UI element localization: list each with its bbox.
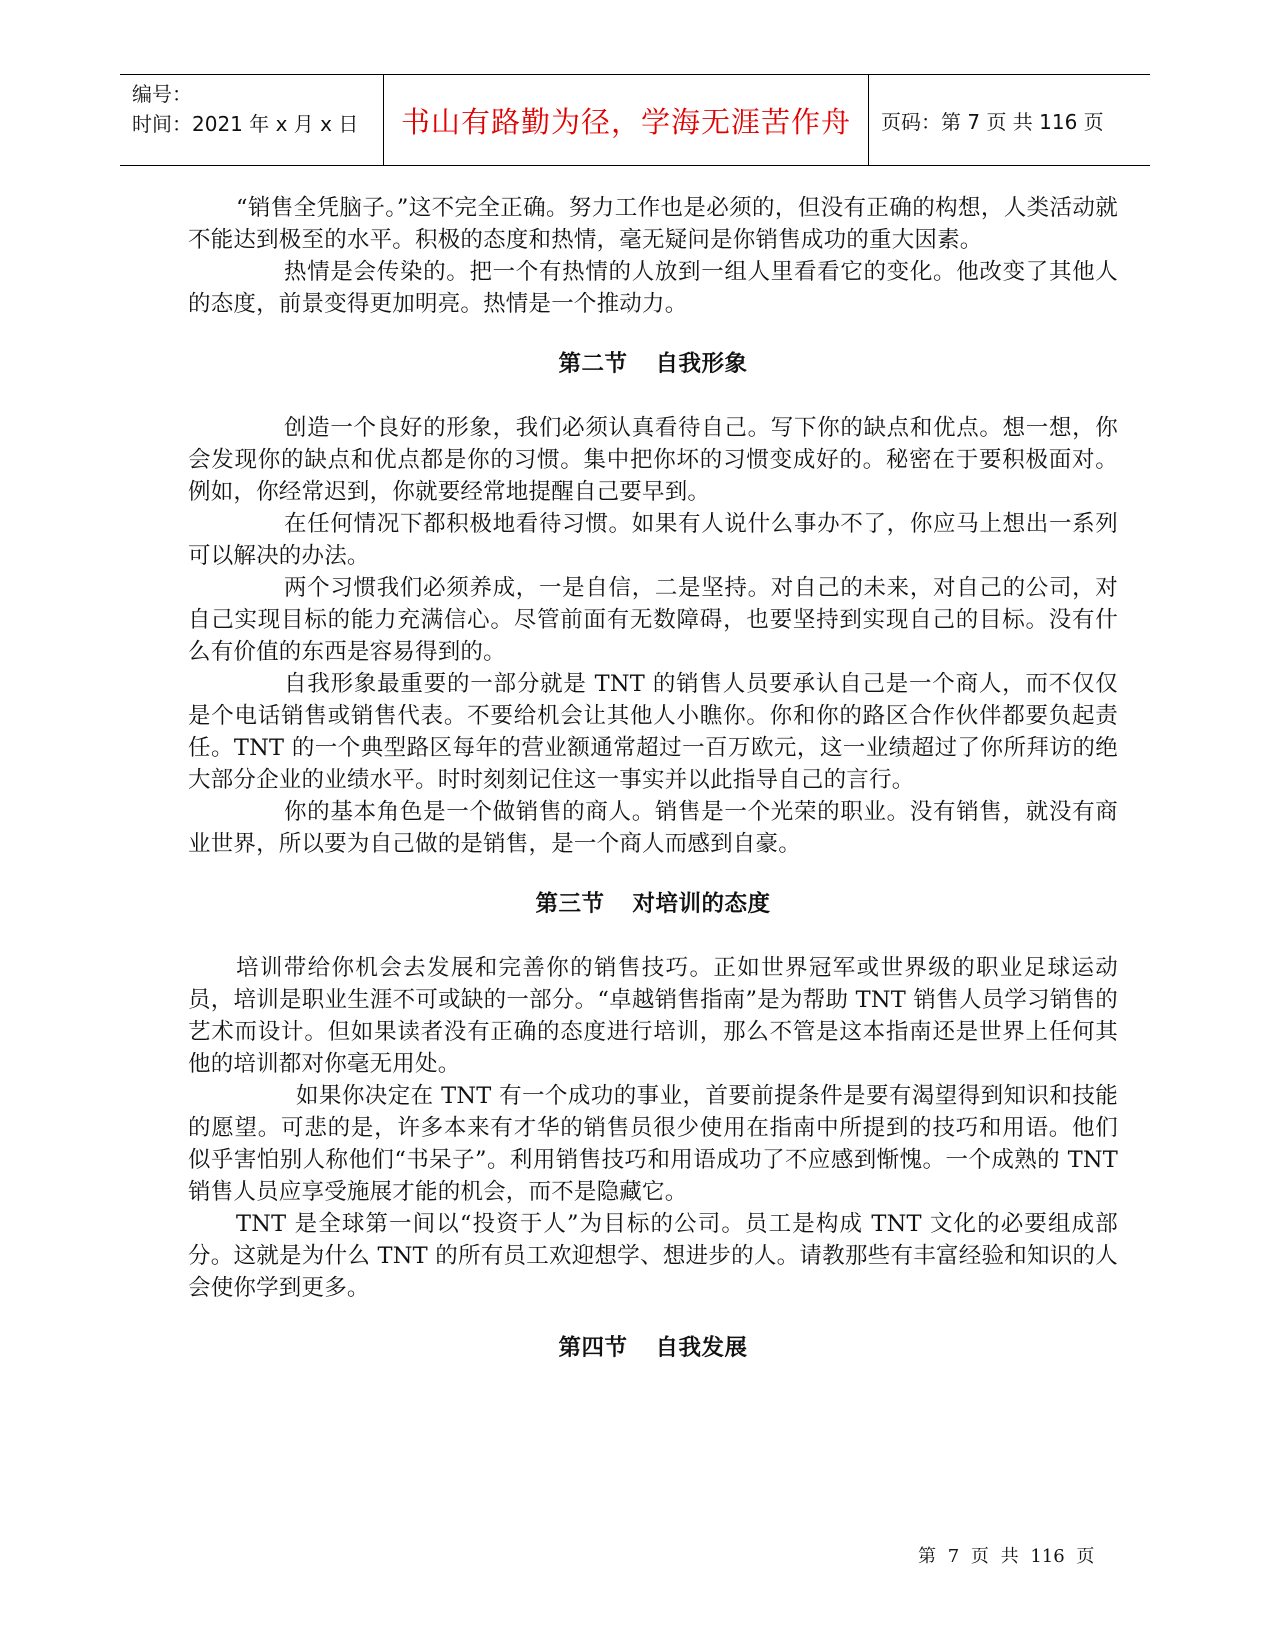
paragraph: TNT 是全球第一间以“投资于人”为目标的公司。员工是构成 TNT 文化的必要组成部分。这就是为什么 TNT 的所有员工欢迎想学、想进步的人。请教那些有丰富经验和知识的人会使你学到更多。 [188, 1211, 1118, 1301]
document-body [188, 192, 1118, 1396]
section-title: 自我发展 [655, 1335, 748, 1361]
paragraph: 创造一个良好的形象，我们必须认真看待自己。写下你的缺点和优点。想一想，你会发现你的缺点和优点都是你的习惯。集中把你坏的习惯变成好的。秘密在于要积极面对。例如，你经常迟到，你就要经常地提醒自己要早到。 [188, 415, 1118, 505]
header-page-info: 页码：第 7 页 共 116 页 [881, 109, 1104, 134]
section-title: 对培训的态度 [632, 891, 771, 917]
document-number-label: 编号： [132, 82, 192, 106]
paragraph: “销售全凭脑子。”这不完全正确。努力工作也是必须的，但没有正确的构想，人类活动就不能达到极至的水平。积极的态度和热情，毫无疑问是你销售成功的重大因素。 [188, 195, 1118, 253]
header-meta [120, 75, 384, 165]
paragraph: 两个习惯我们必须养成，一是自信，二是坚持。对自己的未来，对自己的公司，对自己实现目标的能力充满信心。尽管前面有无数障碍，也要坚持到实现自己的目标。没有什么有价值的东西是容易得到的。 [188, 575, 1118, 665]
paragraph: 培训带给你机会去发展和完善你的销售技巧。正如世界冠军或世界级的职业足球运动员，培训是职业生涯不可或缺的一部分。“卓越销售指南”是为帮助 TNT 销售人员学习销售的艺术而设计。但如果读者没有正确的态度进行培训，那么不管是这本指南还是世界上任何其他的培训都对你毫无用处。 [188, 955, 1118, 1077]
paragraph: 热情是会传染的。把一个有热情的人放到一组人里看看它的变化。他改变了其他人的态度，前景变得更加明亮。热情是一个推动力。 [188, 259, 1118, 317]
section-number: 第四节 [558, 1335, 628, 1361]
paragraph: 在任何情况下都积极地看待习惯。如果有人说什么事办不了，你应马上想出一系列可以解决的办法。 [188, 511, 1118, 569]
header-motto: 书山有路勤为径，学海无涯苦作舟 [384, 75, 869, 165]
paragraph: 你的基本角色是一个做销售的商人。销售是一个光荣的职业。没有销售，就没有商业世界，所以要为自己做的是销售，是一个商人而感到自豪。 [188, 799, 1118, 857]
section-title: 自我形象 [655, 351, 748, 377]
section-heading [188, 346, 1118, 378]
section-number: 第三节 [535, 891, 605, 917]
section-heading [188, 1330, 1118, 1362]
section-heading [188, 886, 1118, 918]
document-time: 时间：2021 年 x 月 x 日 [132, 112, 359, 136]
paragraph: 自我形象最重要的一部分就是 TNT 的销售人员要承认自己是一个商人，而不仅仅是个电话销售或销售代表。不要给机会让其他人小瞧你。你和你的路区合作伙伴都要负起责任。TNT 的一个典型路区每年的营业额通常超过一百万欧元，这一业绩超过了你所拜访的绝大部分企业的业绩水平。时时刻刻记住这一事实并以此指导自己的言行。 [188, 671, 1118, 793]
section-number: 第二节 [558, 351, 628, 377]
paragraph: 如果你决定在 TNT 有一个成功的事业，首要前提条件是要有渴望得到知识和技能的愿望。可悲的是，许多本来有才华的销售员很少使用在指南中所提到的技巧和用语。他们似乎害怕别人称他们“书呆子”。利用销售技巧和用语成功了不应感到惭愧。一个成熟的 TNT 销售人员应享受施展才能的机会，而不是隐藏它。 [188, 1083, 1118, 1205]
page-header [120, 74, 1150, 166]
page-footer: 第 7 页 共 116 页 [918, 1546, 1095, 1567]
